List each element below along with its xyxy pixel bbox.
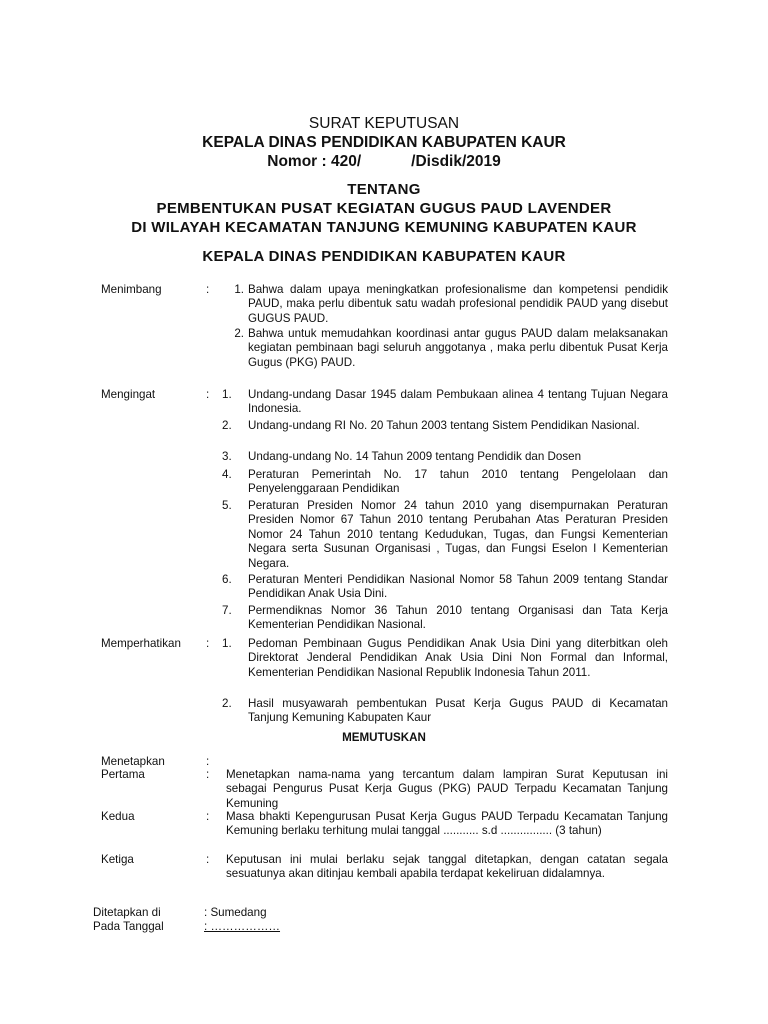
menimbang-text: Bahwa untuk memudahkan koordinasi antar gugus PAUD dalam melaksanakan kegiatan pembinaan bagi seluruh anggotanya , maka perlu dibentuk Pusat Kerja Gugus (PKG) PAUD.: [248, 327, 668, 369]
memperhatikan-label: Memperhatikan: [101, 637, 181, 650]
memperhatikan-text: Hasil musyawarah pembentukan Pusat Kerja Gugus PAUD di Kecamatan Tanjung Kemuning Kabupaten Kaur: [248, 697, 668, 725]
ketiga-label: Ketiga: [101, 853, 134, 866]
issuer-block: [0, 247, 768, 266]
mengingat-colon: :: [206, 388, 210, 401]
ketiga-text: Keputusan ini mulai berlaku sejak tanggal ditetapkan, dengan catatan segala sesuatunya akan ditinjau kembali apabila terdapat kekeliruan didalamnya.: [226, 853, 668, 881]
tanggal-label: Pada Tanggal: [93, 920, 164, 933]
doc-title-line2: KEPALA DINAS PENDIDIKAN KABUPATEN KAUR: [202, 134, 566, 151]
subject-block: [0, 180, 768, 237]
menimbang-text: Bahwa dalam upaya meningkatkan profesionalisme dan kompetensi pendidik PAUD, maka perlu dibentuk satu wadah profesional pendidik PAUD yang disebut GUGUS PAUD.: [248, 283, 668, 325]
ditetapkan-label: Ditetapkan di: [93, 906, 161, 919]
pertama-text: Menetapkan nama-nama yang tercantum dalam lampiran Surat Keputusan ini sebagai Pengurus Pusat Kerja Gugus (PKG) PAUD Terpadu Kecamatan Tanjung Kemuning: [226, 768, 668, 810]
ketiga-colon: :: [206, 853, 210, 866]
tanggal-line: [93, 920, 280, 934]
ditetapkan-line: [93, 906, 267, 920]
mengingat-num: 5.: [222, 499, 232, 512]
mengingat-num: 2.: [222, 419, 232, 432]
memperhatikan-colon: :: [206, 637, 210, 650]
pertama-colon: :: [206, 768, 210, 781]
menimbang-num: 2.: [234, 327, 244, 340]
mengingat-text: Undang-undang Dasar 1945 dalam Pembukaan alinea 4 tentang Tujuan Negara Indonesia.: [248, 388, 668, 416]
menetapkan-colon: :: [206, 755, 210, 768]
mengingat-text: Undang-undang No. 14 Tahun 2009 tentang Pendidik dan Dosen: [248, 450, 582, 463]
mengingat-text: Peraturan Menteri Pendidikan Nasional Nomor 58 Tahun 2009 tentang Standar Pendidikan Anak Usia Dini.: [248, 573, 668, 601]
menimbang-label: Menimbang: [101, 283, 162, 296]
pertama-label: Pertama: [101, 768, 145, 781]
doc-title-line1: SURAT KEPUTUSAN: [308, 115, 460, 132]
doc-number-prefix: Nomor : 420/: [267, 153, 362, 170]
kedua-text: Masa bhakti Kepengurusan Pusat Kerja Gugus PAUD Terpadu Kecamatan Tanjung Kemuning berlaku terhitung mulai tanggal ........... s.d ................ (3 tahun): [226, 810, 668, 838]
tanggal-value: : ………………: [204, 920, 281, 933]
subject-line1: PEMBENTUKAN PUSAT KEGIATAN GUGUS PAUD LAVENDER: [156, 200, 612, 217]
mengingat-text: Peraturan Pemerintah No. 17 tahun 2010 tentang Pengelolaan dan Penyelenggaraan Pendidikan: [248, 468, 668, 496]
mengingat-num: 6.: [222, 573, 232, 586]
mengingat-num: 1.: [222, 388, 232, 401]
memutuskan-heading: MEMUTUSKAN: [342, 731, 426, 744]
doc-number: [0, 152, 768, 171]
title-block: [0, 114, 768, 171]
memperhatikan-num: 1.: [222, 637, 232, 650]
kedua-label: Kedua: [101, 810, 135, 823]
memperhatikan-text: Pedoman Pembinaan Gugus Pendidikan Anak Usia Dini yang diterbitkan oleh Direktorat Jenderal Pendidikan Anak Usia Dini Non Formal dan Informal, Kementerian Pendidikan Nasional Republik Indonesia Tahun 2011.: [248, 637, 668, 679]
menimbang-colon: :: [206, 283, 210, 296]
mengingat-label: Mengingat: [101, 388, 156, 401]
menimbang-num: 1.: [234, 283, 244, 296]
tentang-heading: TENTANG: [347, 181, 421, 198]
mengingat-num: 4.: [222, 468, 232, 481]
ditetapkan-value: : Sumedang: [204, 906, 267, 919]
menetapkan-label: Menetapkan: [101, 755, 165, 768]
memperhatikan-num: 2.: [222, 697, 232, 710]
mengingat-num: 7.: [222, 604, 232, 617]
mengingat-text: Peraturan Presiden Nomor 24 tahun 2010 yang disempurnakan Peraturan Presiden Nomor 67 Tahun 2010 tentang Perubahan Atas Peraturan Presiden Nomor 24 Tahun 2010 tentang Kedudukan, Tugas, dan Fungsi Kementerian Negara serta Susunan Organisasi , Tugas, dan Fungsi Eselon I Kementerian Negara.: [248, 499, 668, 570]
mengingat-text: Permendiknas Nomor 36 Tahun 2010 tentang Organisasi dan Tata Kerja Kementerian Pendidikan Nasional.: [248, 604, 668, 632]
kedua-colon: :: [206, 810, 210, 823]
mengingat-num: 3.: [222, 450, 232, 463]
issuer-heading: KEPALA DINAS PENDIDIKAN KABUPATEN KAUR: [202, 248, 566, 265]
mengingat-text: Undang-undang RI No. 20 Tahun 2003 tentang Sistem Pendidikan Nasional.: [248, 419, 640, 432]
subject-line2: DI WILAYAH KECAMATAN TANJUNG KEMUNING KABUPATEN KAUR: [131, 219, 637, 236]
doc-number-suffix: /Disdik/2019: [411, 153, 501, 170]
